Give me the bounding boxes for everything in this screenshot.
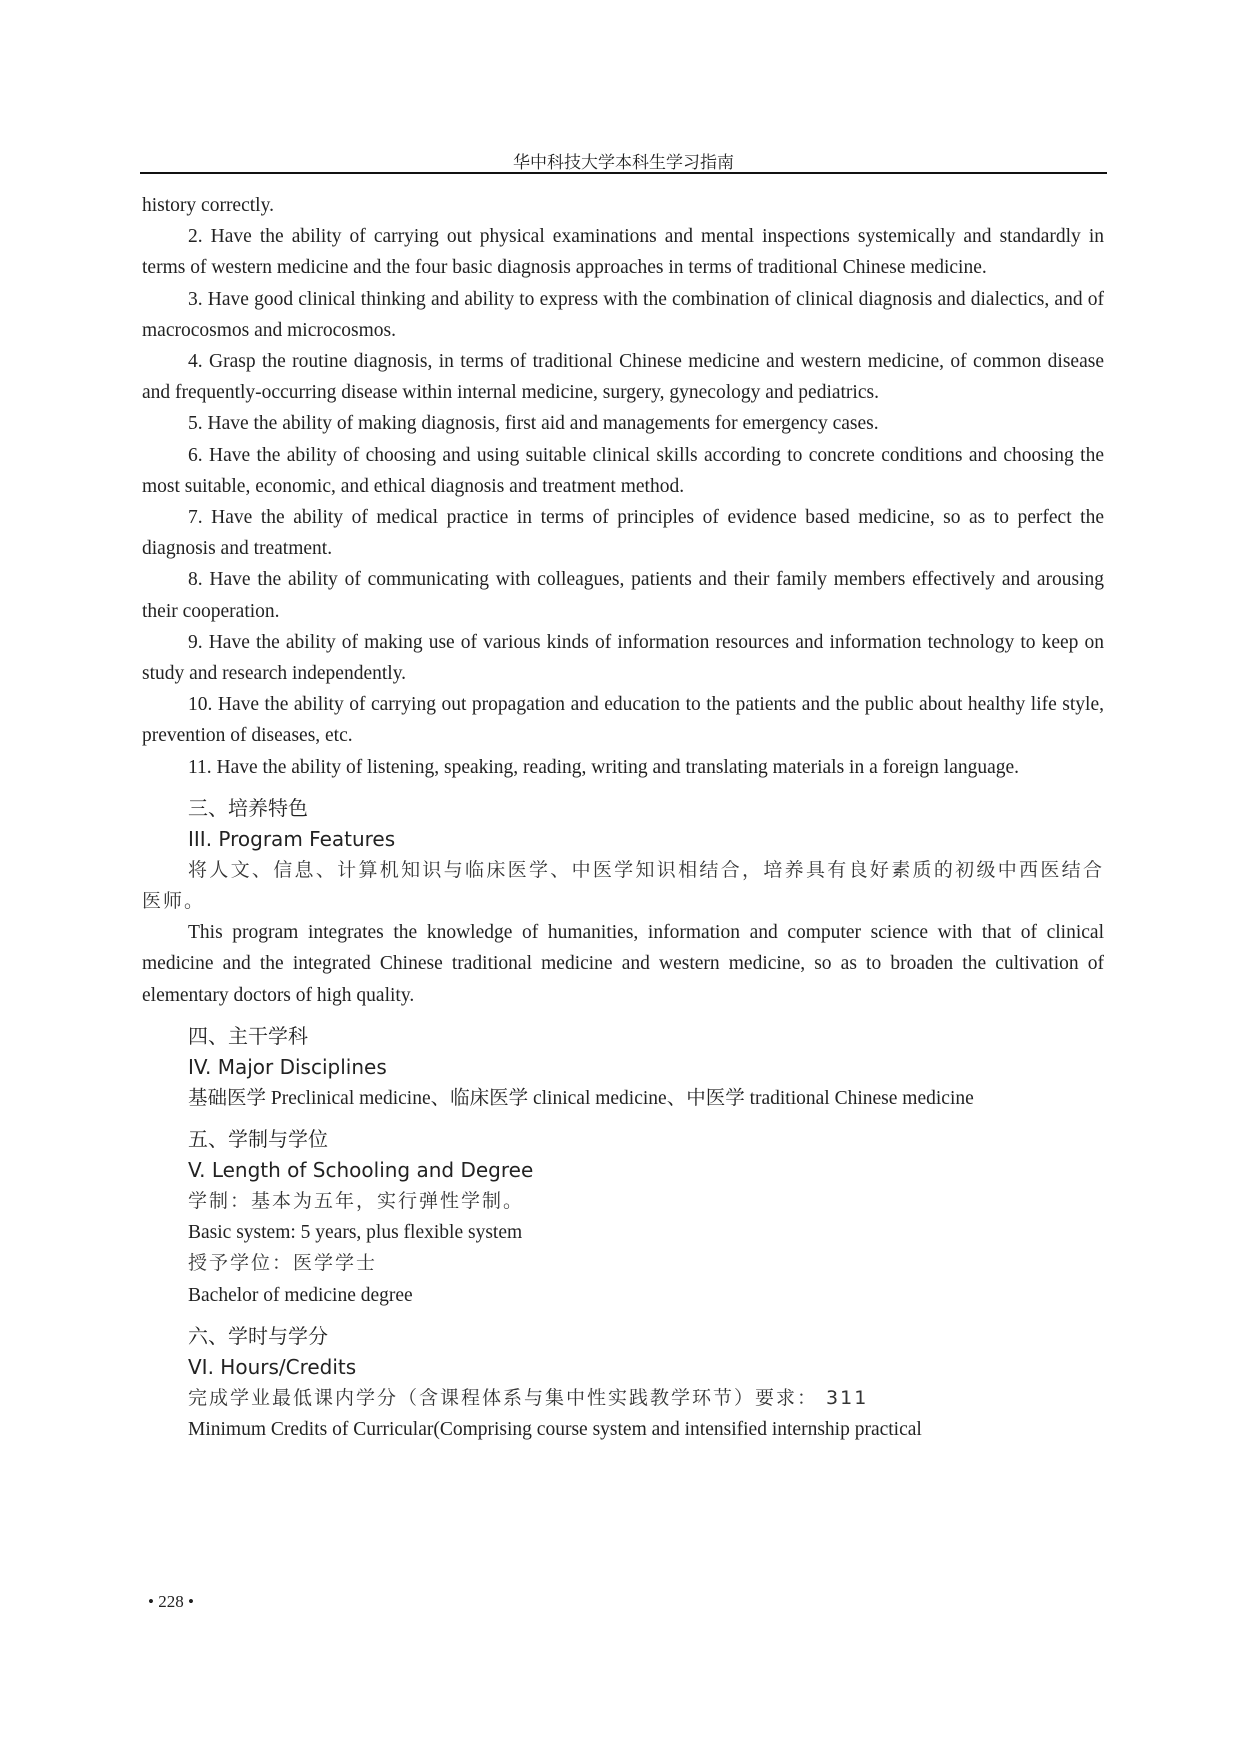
page-number: • 228 •: [148, 1592, 194, 1611]
credits-text-cn: 完成学业最低课内学分（含课程体系与集中性实践教学环节）要求： 311: [188, 1386, 869, 1409]
ability-item-10: 10. Have the ability of carrying out propagation and education to the patients and the public about healthy life style, prevention of diseases, etc.: [142, 694, 1104, 747]
section-heading-en: V. Length of Schooling and Degree: [188, 1158, 534, 1183]
ability-item-7: 7. Have the ability of medical practice in terms of principles of evidence based medicine, so as to perfect the diagnosis and treatment.: [142, 507, 1104, 560]
section-heading-cn: 三、培养特色: [188, 795, 308, 820]
ability-item-4: 4. Grasp the routine diagnosis, in terms of traditional Chinese medicine and western medicine, of common disease and frequently-occurring disease within internal medicine, surgery, gynecology and pediatrics.: [142, 351, 1104, 404]
features-text-en: This program integrates the knowledge of humanities, information and computer science with that of clinical medicine and the integrated Chinese traditional medicine and western medicine, so as to broaden the cultivation of elementary doctors of high quality.: [142, 922, 1104, 1006]
section-program-features: [142, 793, 1104, 1011]
ability-item-3: 3. Have good clinical thinking and ability to express with the combination of clinical diagnosis and dialectics, and of macrocosmos and microcosmos.: [142, 288, 1104, 341]
section-major-disciplines: [142, 1021, 1104, 1114]
ability-item-6: 6. Have the ability of choosing and using suitable clinical skills according to concrete conditions and choosing the most suitable, economic, and ethical diagnosis and treatment method.: [142, 444, 1104, 497]
disciplines-text: 基础医学 Preclinical medicine、临床医学 clinical medicine、中医学 traditional Chinese medicine: [188, 1087, 974, 1109]
degree-cn: 授予学位：医学学士: [188, 1252, 378, 1275]
schooling-system-cn: 学制：基本为五年，实行弹性学制。: [188, 1190, 525, 1213]
ability-item-5: 5. Have the ability of making diagnosis, first aid and managements for emergency cases.: [188, 413, 879, 435]
section-heading-cn: 六、学时与学分: [188, 1323, 328, 1348]
credits-text-en: Minimum Credits of Curricular(Comprising course system and intensified internship practical: [188, 1419, 922, 1441]
features-text-cn: 将人文、信息、计算机知识与临床医学、中医学知识相结合，培养具有良好素质的初级中西医结合医师。: [142, 858, 1104, 913]
continuation-line: history correctly.: [142, 195, 274, 216]
ability-item-2: 2. Have the ability of carrying out physical examinations and mental inspections systemically and standardly in terms of western medicine and the four basic diagnosis approaches in terms of traditional Chinese medicine.: [142, 226, 1104, 279]
section-heading-en: IV. Major Disciplines: [188, 1054, 387, 1079]
header-rule: [140, 172, 1107, 174]
running-header: 华中科技大学本科生学习指南: [513, 153, 734, 173]
ability-item-11: 11. Have the ability of listening, speaking, reading, writing and translating materials in a foreign language.: [188, 756, 1020, 778]
section-heading-cn: 五、学制与学位: [188, 1127, 328, 1152]
ability-item-8: 8. Have the ability of communicating with colleagues, patients and their family members effectively and arousing their cooperation.: [142, 569, 1104, 622]
body-text: [142, 190, 1104, 1445]
section-heading-cn: 四、主干学科: [188, 1023, 308, 1048]
section-hours-credits: [142, 1321, 1104, 1445]
section-schooling-degree: [142, 1124, 1104, 1311]
degree-en: Bachelor of medicine degree: [188, 1284, 413, 1306]
section-heading-en: VI. Hours/Credits: [188, 1354, 357, 1379]
section-heading-en: III. Program Features: [188, 826, 396, 851]
ability-item-9: 9. Have the ability of making use of various kinds of information resources and information technology to keep on study and research independently.: [142, 631, 1104, 685]
schooling-system-en: Basic system: 5 years, plus flexible system: [188, 1222, 523, 1244]
